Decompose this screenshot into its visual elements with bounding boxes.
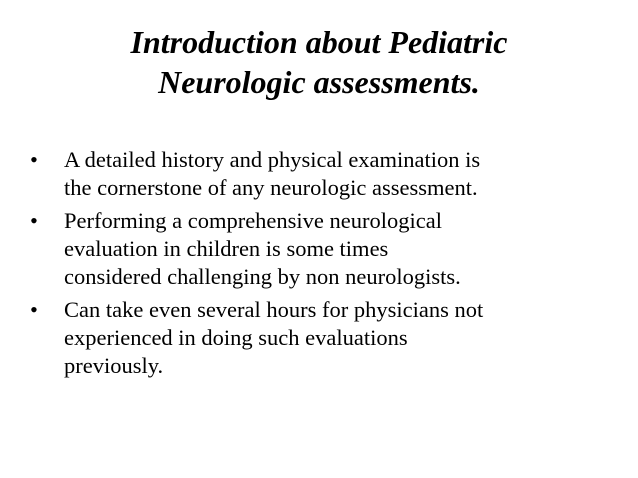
- bullet-3-line-1: Can take even several hours for physicians not: [64, 297, 484, 322]
- bullet-icon: •: [30, 147, 38, 172]
- bullet-list: [30, 146, 620, 385]
- bullet-2-line-2: evaluation in children is some times: [64, 236, 389, 261]
- bullet-icon: •: [30, 208, 38, 233]
- bullet-3-line-2: experienced in doing such evaluations: [64, 325, 408, 350]
- bullet-item-2: [30, 207, 620, 291]
- bullet-item-3: [30, 296, 620, 380]
- bullet-1-line-1: A detailed history and physical examination is: [64, 147, 481, 172]
- bullet-2-line-1: Performing a comprehensive neurological: [64, 208, 442, 233]
- bullet-item-1: [30, 146, 620, 202]
- bullet-1-line-2: the cornerstone of any neurologic assessment.: [64, 175, 478, 200]
- title-line-1: Introduction about Pediatric: [130, 24, 508, 60]
- bullet-3-line-3: previously.: [64, 353, 164, 378]
- title-line-2: Neurologic assessments.: [158, 64, 480, 100]
- bullet-2-line-3: considered challenging by non neurologists.: [64, 264, 461, 289]
- bullet-icon: •: [30, 297, 38, 322]
- slide-title: [40, 22, 598, 102]
